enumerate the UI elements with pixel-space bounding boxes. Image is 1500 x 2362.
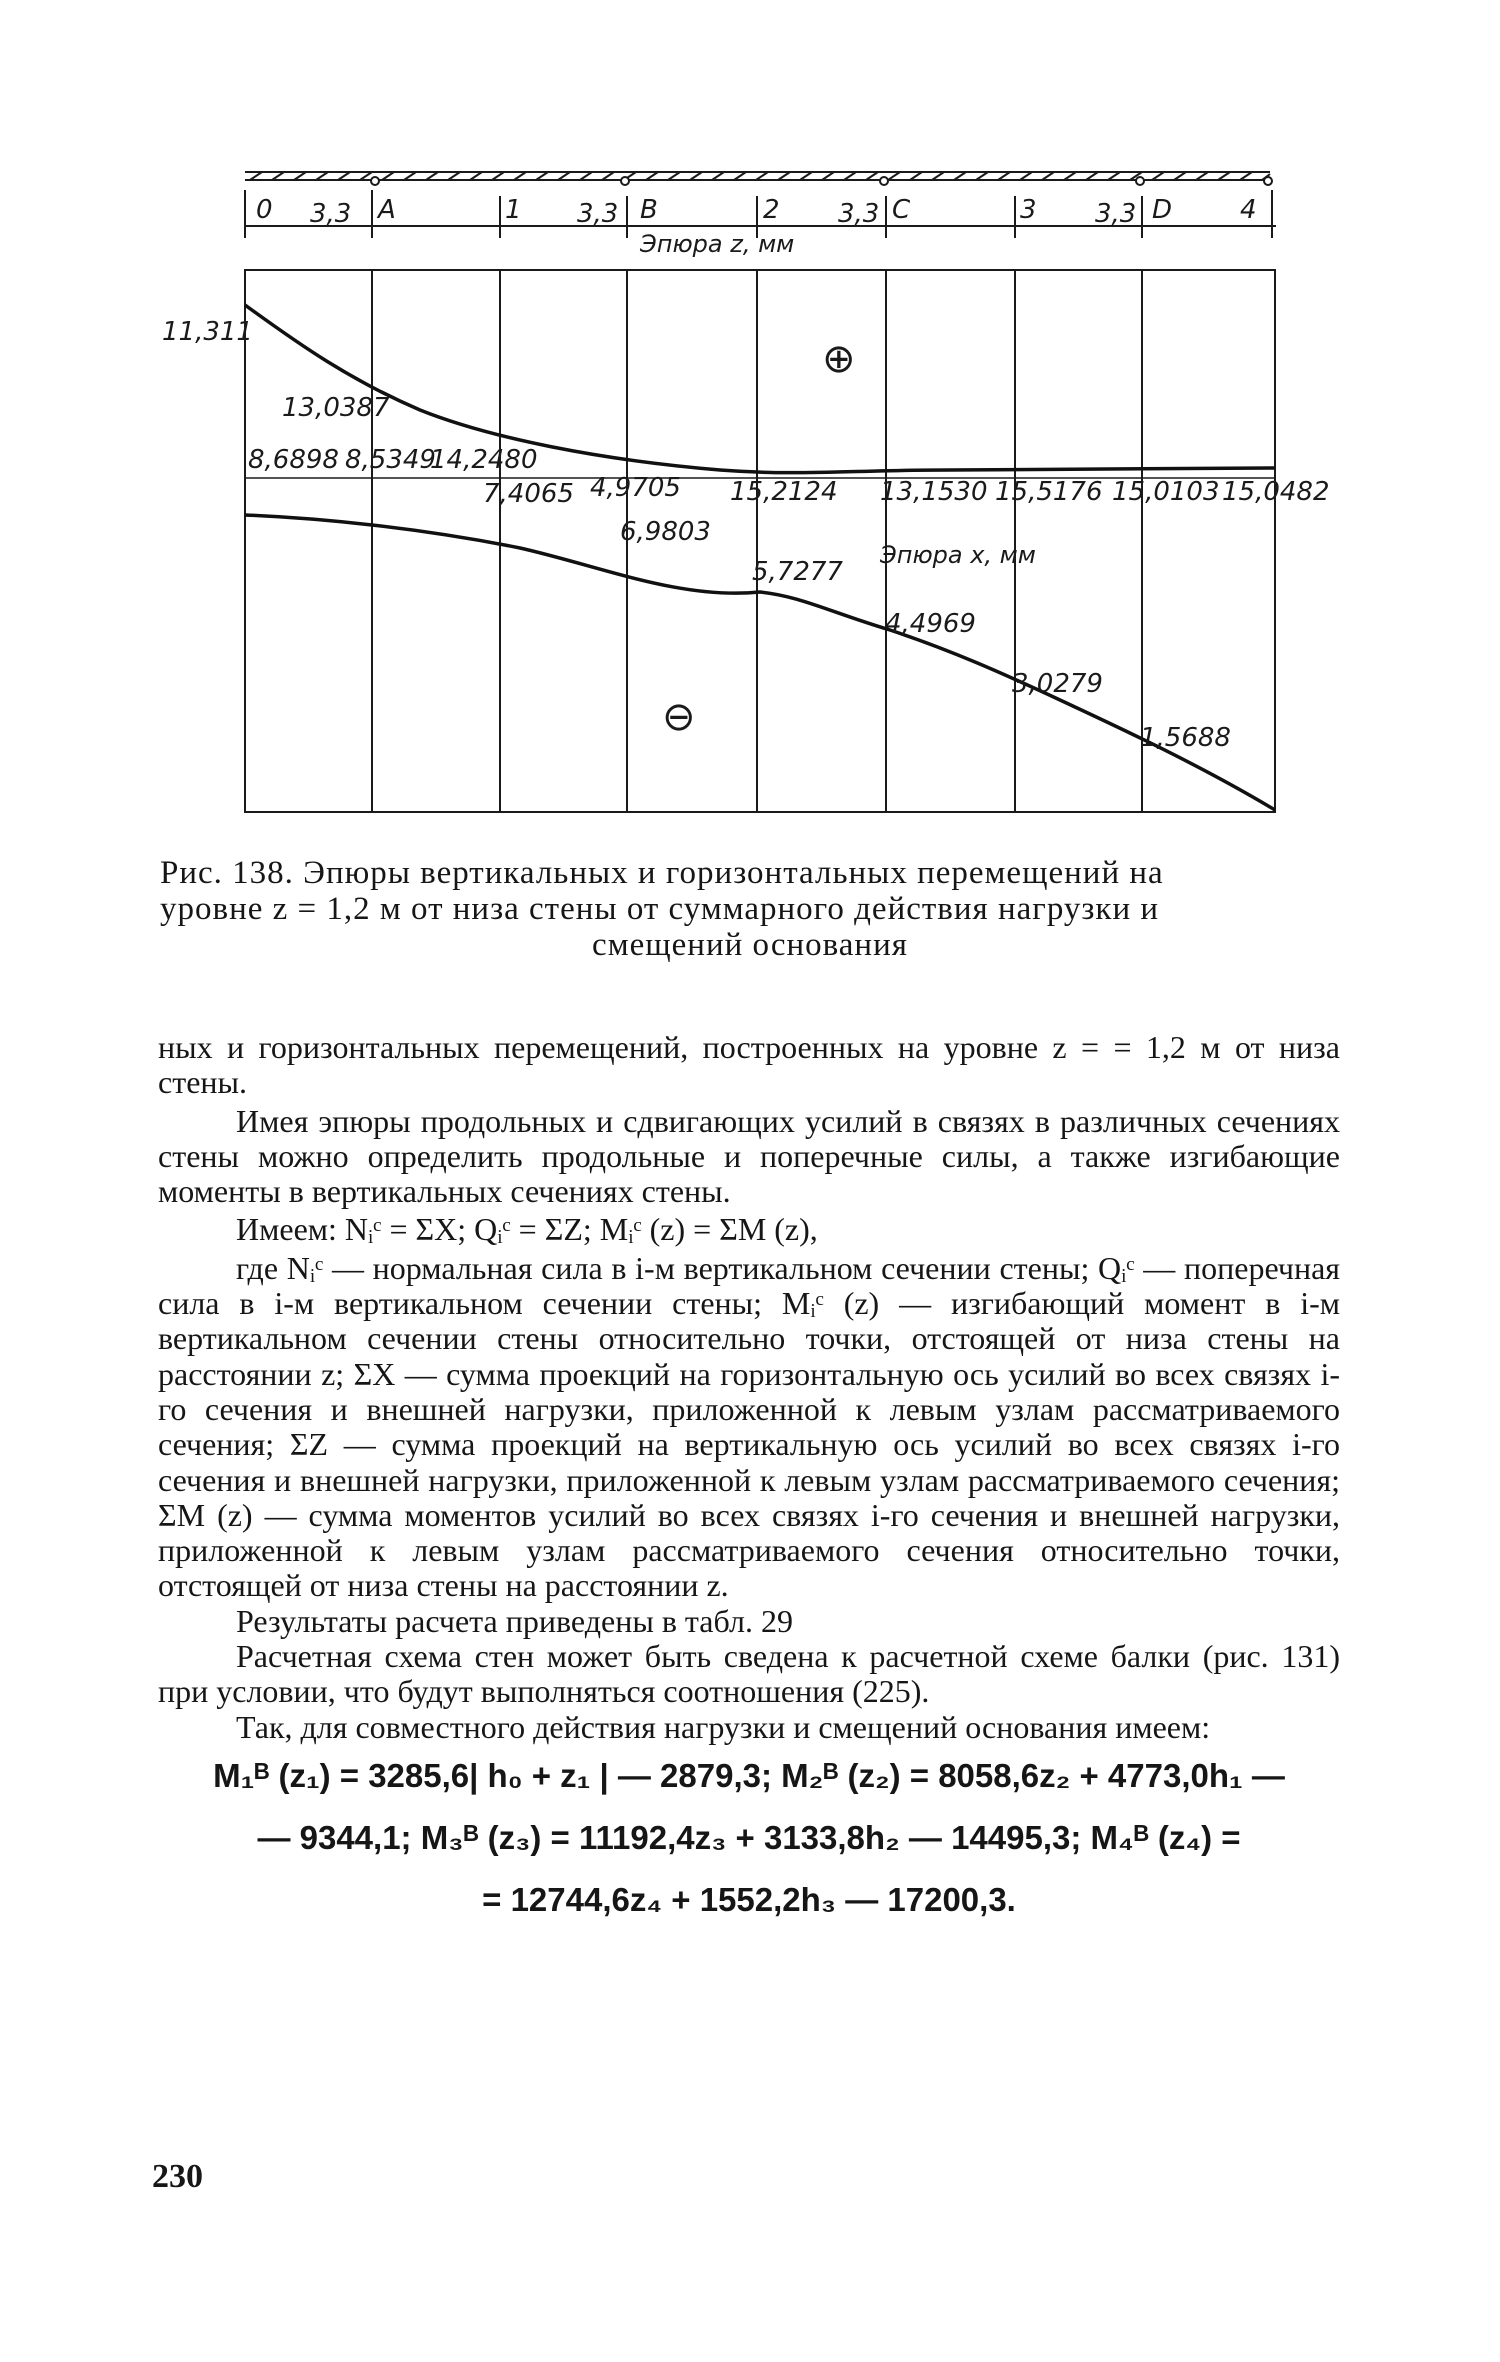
span-length-2: 3,3 xyxy=(838,199,880,229)
z-value-label: 15,0482 xyxy=(1222,477,1330,507)
x-value-label: 3,0279 xyxy=(1012,669,1103,699)
caption-line-3: смещений основания xyxy=(592,927,908,963)
paragraph-5: Результаты расчета приведены в табл. 29 xyxy=(236,1602,793,1639)
paragraph-3: Имеем: Nᵢᶜ = ΣX; Qᵢᶜ = ΣZ; Mᵢᶜ (z) = ΣM (z), xyxy=(236,1211,818,1248)
span-label-d: D xyxy=(1152,195,1173,225)
formula-line-2: — 9344,1; M₃ᴮ (z₃) = 11192,4z₃ + 3133,8h₂ — 14495,3; M₄ᴮ (z₄) = xyxy=(257,1818,1241,1856)
span-label-0: 0 xyxy=(256,195,273,225)
span-label-3: 3 xyxy=(1020,195,1037,225)
span-label-2: 2 xyxy=(763,195,780,225)
formula-line-3: = 12744,6z₄ + 1552,2h₃ — 17200,3. xyxy=(482,1880,1016,1918)
x-value-label: 7,4065 xyxy=(483,479,574,509)
z-value-label: 15,5176 xyxy=(995,477,1103,507)
diagram-grid xyxy=(245,270,1275,812)
x-value-label: 4,4969 xyxy=(885,609,976,639)
x-value-label: 6,9803 xyxy=(620,517,711,547)
formula-line-1: M₁ᴮ (z₁) = 3285,6| h₀ + z₁ | — 2879,3; M₂ᴮ (z₂) = 8058,6z₂ + 4773,0h₁ — xyxy=(213,1756,1285,1794)
z-value-label: 14,2480 xyxy=(430,445,538,475)
x-diagram-title: Эпюра х, мм xyxy=(880,541,1036,569)
x-value-label: 5,7277 xyxy=(752,557,843,587)
caption-line-1: Рис. 138. Эпюры вертикальных и горизонтальных перемещений на xyxy=(160,855,1164,891)
paragraph-7: Так, для совместного действия нагрузки и смещений основания имеем: xyxy=(236,1708,1211,1745)
span-length-1: 3,3 xyxy=(577,199,619,229)
z-value-label: 13,1530 xyxy=(880,477,988,507)
z-diagram-title: Эпюра z, мм xyxy=(640,230,795,258)
span-label-1: 1 xyxy=(505,195,522,225)
page-number: 230 xyxy=(152,2158,203,2195)
paragraph-6: Расчетная схема стен может быть сведена к расчетной схеме балки (рис. 131) при условии, что будут выполняться соотношения (225). xyxy=(158,1638,1340,1710)
span-label-b: B xyxy=(640,195,658,225)
body-text xyxy=(158,1030,1340,1931)
plus-sign-icon: ⊕ xyxy=(822,336,856,382)
span-length-0: 3,3 xyxy=(310,199,352,229)
paragraph-2: Имея эпюры продольных и сдвигающих усилий в связях в различных сечениях стены можно определить продольные и поперечные силы, а также изгибающие моменты в вертикальных сечениях стены. xyxy=(158,1102,1340,1210)
z-value-label: 11,311 xyxy=(162,317,253,347)
support-hatching xyxy=(245,172,1270,180)
x-value-label: 8,6898 xyxy=(248,445,339,475)
z-value-label: 13,0387 xyxy=(282,393,390,423)
span-label-a: A xyxy=(378,195,396,225)
displacement-diagram-figure xyxy=(0,0,1500,1000)
paragraph-1: ных и горизонтальных перемещений, построенных на уровне z = = 1,2 м от низа стены. xyxy=(158,1029,1340,1101)
figure-caption xyxy=(160,855,1340,963)
paragraph-4: где Nᵢᶜ — нормальная сила в i-м вертикальном сечении стены; Qᵢᶜ — поперечная сила в i-м вертикальном сечении стены; Mᵢᶜ (z) — изгибающий момент в i-м вертикальном сечении стены относительно точки, отстоящей от низа стены на расстоянии z; ΣX — сумма проекций на горизонтальную ось усилий во всех связях i-го сечения и внешней нагрузки, приложенной к левым узлам рассматриваемого сечения; ΣZ — сумма проекций на вертикальную ось усилий во всех связях i-го сечения и внешней нагрузки, приложенной к левым узлам рассматриваемого сечения; ΣM (z) — сумма моментов усилий во всех связях i-го сечения и внешней нагрузки, приложенной к левым узлам рассматриваемого сечения относительно точки, отстоящей от низа стены на расстоянии z. xyxy=(158,1249,1340,1604)
caption-line-2: уровне z = 1,2 м от низа стены от суммарного действия нагрузки и xyxy=(160,891,1160,927)
z-value-label: 15,0103 xyxy=(1112,477,1220,507)
span-label-4: 4 xyxy=(1240,195,1257,225)
minus-sign-icon: ⊖ xyxy=(662,694,696,740)
span-label-c: C xyxy=(892,195,911,225)
x-value-label: 8,5349 xyxy=(345,445,436,475)
z-value-label: 15,2124 xyxy=(730,477,838,507)
z-value-label: 4,9705 xyxy=(590,473,681,503)
span-length-3: 3,3 xyxy=(1095,199,1137,229)
x-value-label: 1,5688 xyxy=(1140,723,1231,753)
